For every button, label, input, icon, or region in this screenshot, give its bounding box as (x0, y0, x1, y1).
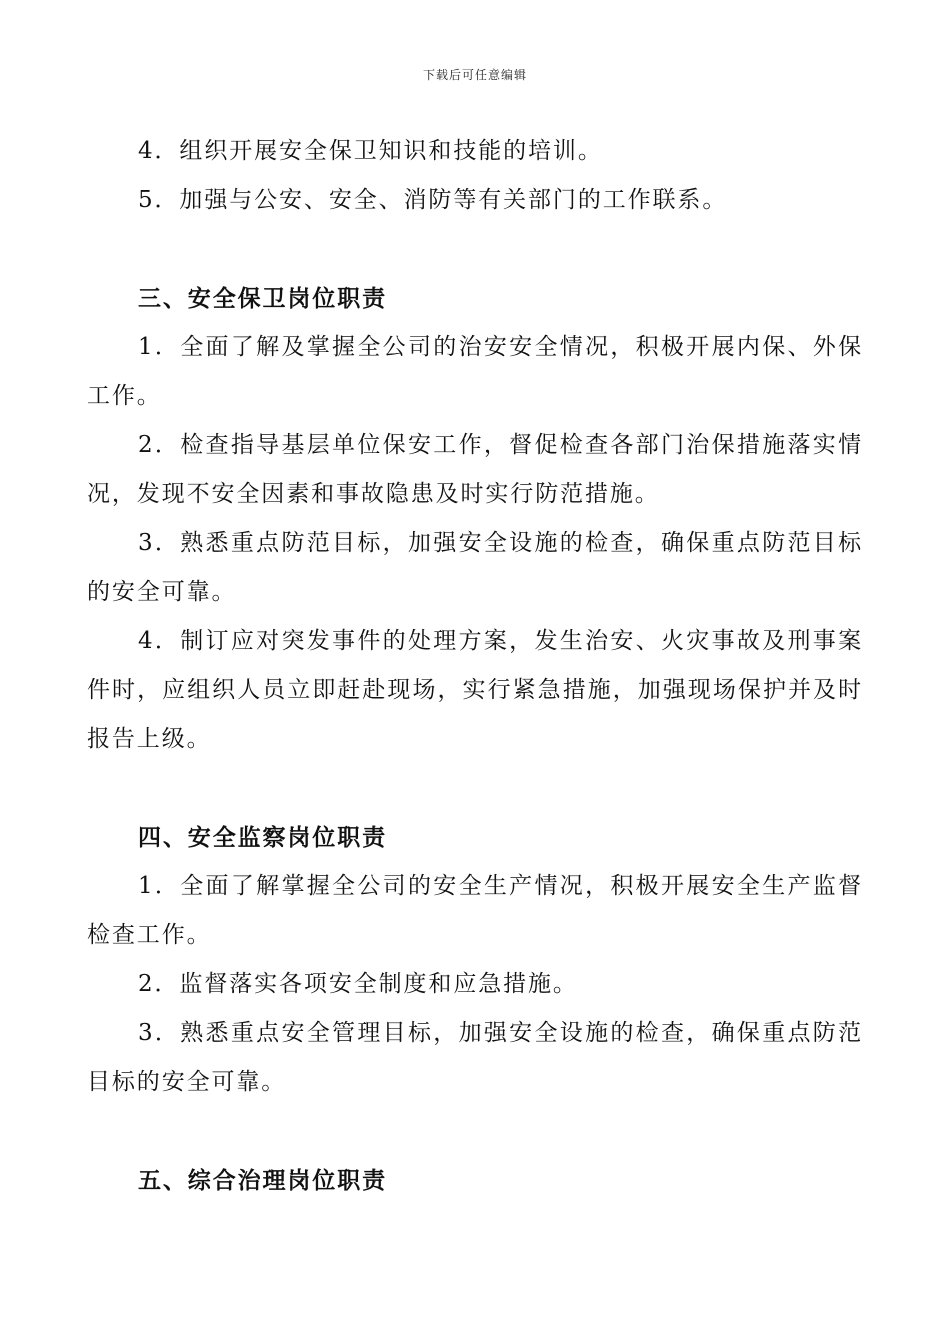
document-body (87, 127, 863, 1205)
list-item: 5．加强与公安、安全、消防等有关部门的工作联系。 (138, 187, 728, 213)
section-gap (87, 225, 863, 274)
section-heading: 三、安全保卫岗位职责 (138, 285, 387, 312)
section-heading: 五、综合治理岗位职责 (138, 1167, 387, 1194)
page-header: 下载后可任意编辑 (422, 68, 527, 82)
list-item: 2．监督落实各项安全制度和应急措施。 (138, 971, 578, 997)
list-item: 1．全面了解及掌握全公司的治安安全情况，积极开展内保、外保工作。 (87, 334, 863, 409)
list-item: 4．组织开展安全保卫知识和技能的培训。 (138, 138, 603, 164)
section-gap (87, 1107, 863, 1156)
list-item: 3．熟悉重点安全管理目标，加强安全设施的检查，确保重点防范目标的安全可靠。 (87, 1020, 863, 1095)
list-item: 2．检查指导基层单位保安工作，督促检查各部门治保措施落实情况，发现不安全因素和事故隐患及时实行防范措施。 (87, 432, 863, 507)
section-heading: 四、安全监察岗位职责 (138, 824, 387, 851)
section-gap (87, 764, 863, 813)
list-item: 3．熟悉重点防范目标，加强安全设施的检查，确保重点防范目标的安全可靠。 (87, 530, 863, 605)
list-item: 4．制订应对突发事件的处理方案，发生治安、火灾事故及刑事案件时，应组织人员立即赶赴现场，实行紧急措施，加强现场保护并及时报告上级。 (87, 628, 863, 752)
list-item: 1．全面了解掌握全公司的安全生产情况，积极开展安全生产监督检查工作。 (87, 873, 863, 948)
